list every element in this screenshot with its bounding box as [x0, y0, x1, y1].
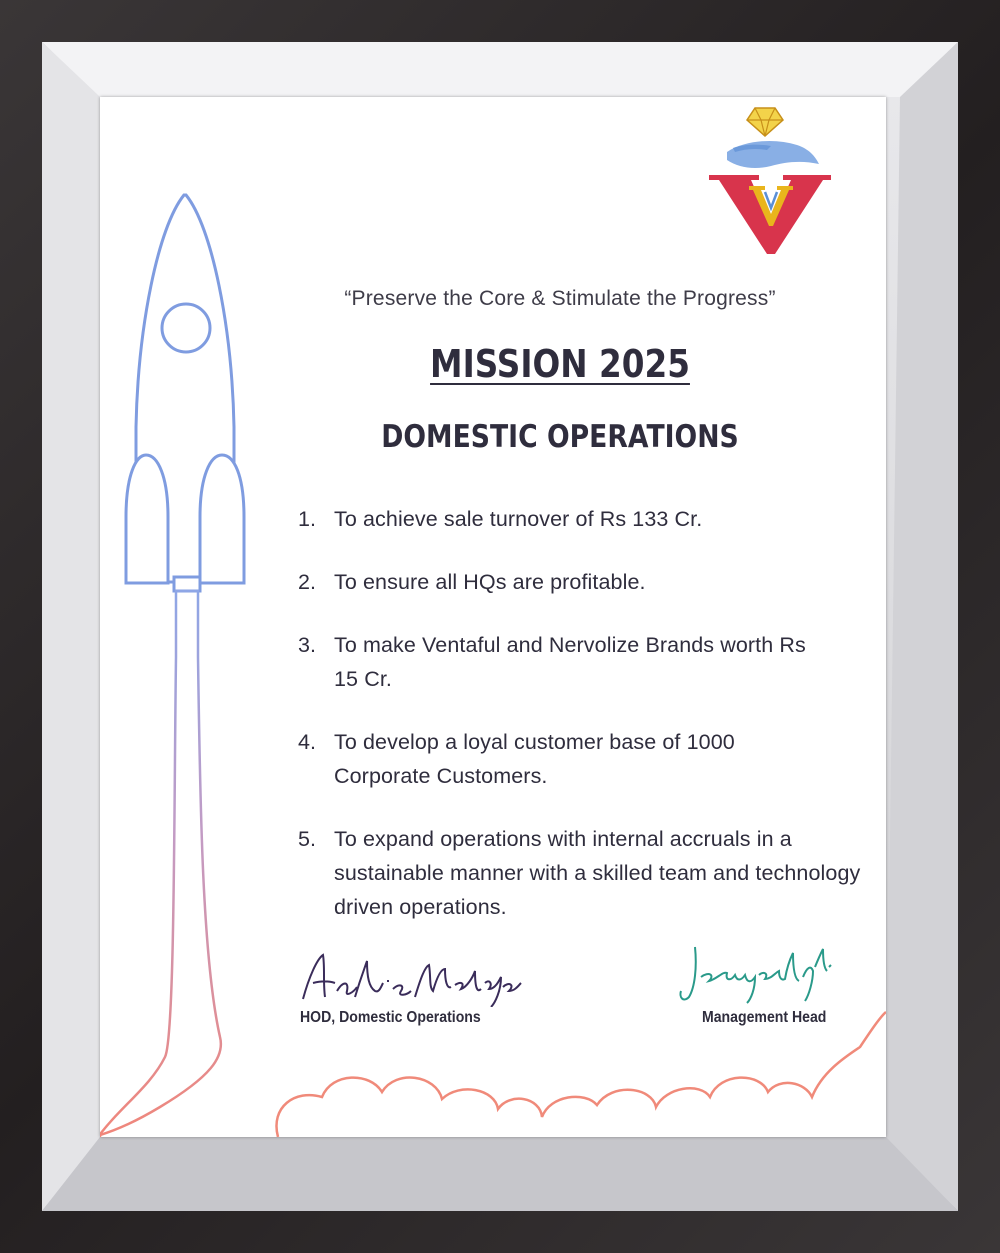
goal-number: 3.: [298, 633, 317, 657]
goal-text: To expand operations with internal accruals in a sustainable manner with a skilled team and technology driven operations.: [334, 827, 861, 919]
hand-icon: [727, 141, 819, 168]
goal-text: To make Ventaful and Nervolize Brands worth Rs 15 Cr.: [334, 633, 806, 691]
goal-number: 2.: [298, 570, 317, 594]
goal-item-2: [290, 565, 850, 599]
goal-item-1: [290, 502, 850, 536]
mission-subtitle: DOMESTIC OPERATIONS: [381, 419, 739, 455]
mission-title: [293, 342, 826, 386]
signature-right: [675, 937, 855, 1007]
rocket-icon: [126, 195, 244, 591]
certificate-paper: [100, 97, 886, 1137]
signature-right-caption: Management Head: [702, 1009, 827, 1026]
goal-item-5: [290, 822, 886, 924]
goal-number: 4.: [298, 730, 317, 754]
goal-text: To ensure all HQs are profitable.: [334, 570, 646, 594]
goal-text: To achieve sale turnover of Rs 133 Cr.: [334, 507, 703, 531]
exhaust-plume: [100, 591, 221, 1137]
goal-item-4: [290, 725, 834, 793]
goal-number: 1.: [298, 507, 317, 531]
diamond-icon: [747, 108, 783, 136]
company-logo: [705, 100, 835, 260]
signature-left-caption: HOD, Domestic Operations: [300, 1009, 481, 1026]
signature-left: [295, 947, 525, 1007]
goal-item-3: [290, 628, 824, 696]
goal-text: To develop a loyal customer base of 1000 Corporate Customers.: [334, 730, 735, 788]
tagline: “Preserve the Core & Stimulate the Progress”: [344, 287, 776, 310]
goal-number: 5.: [298, 827, 317, 851]
mission-title-text: MISSION 2025: [430, 342, 690, 386]
smoke-cloud: [276, 1012, 886, 1137]
goals-list: [290, 502, 861, 953]
